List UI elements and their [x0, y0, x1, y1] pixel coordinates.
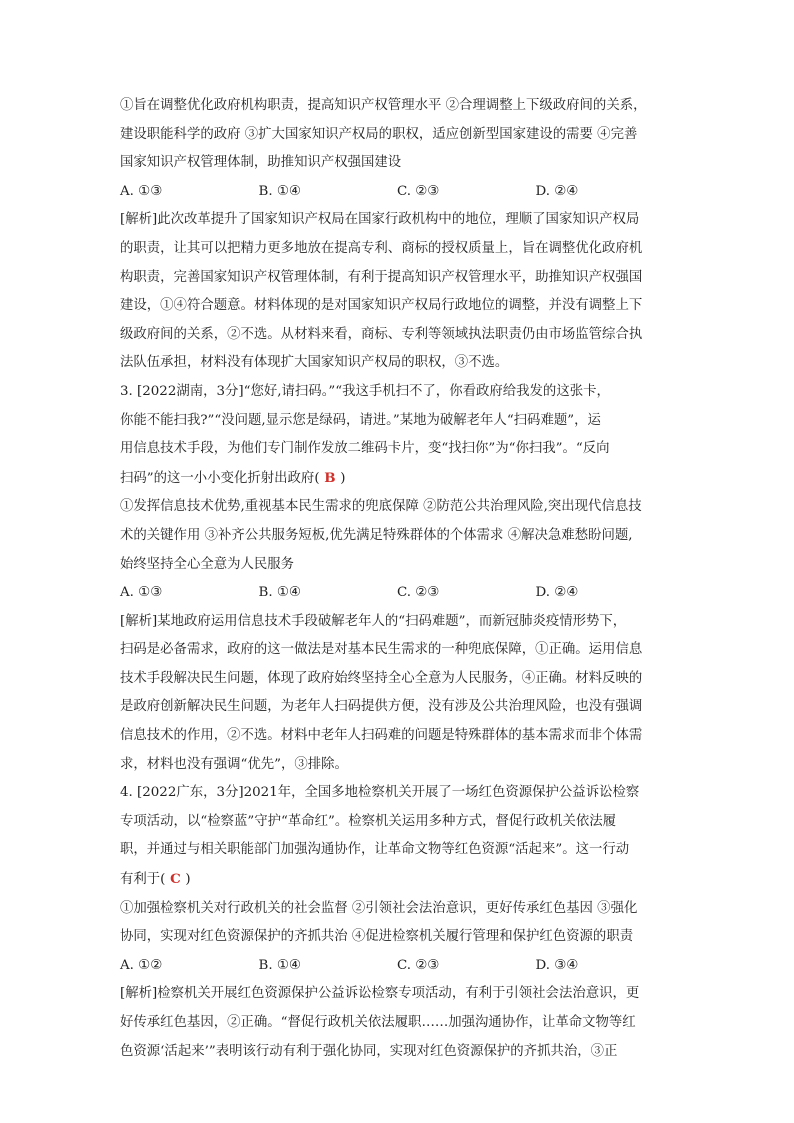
- q3-option-c: C. ②③: [397, 585, 440, 601]
- q2-statements: [120, 92, 674, 178]
- q2-analysis-line: [解析]此次改革提升了国家知识产权局在国家行政机构中的地位，理顺了国家知识产权局: [120, 212, 640, 228]
- q3-statement-line: ①发挥信息技术优势,重视基本民生需求的兜底保障 ②防范公共治理风险,突出现代信息技: [120, 499, 642, 515]
- q4-analysis-line: [解析]检察机关开展红色资源保护公益诉讼检察专项活动，有利于引领社会法治意识，更: [120, 986, 640, 1002]
- q4-answer: C: [165, 871, 186, 888]
- q2-options: [120, 178, 674, 207]
- q4-statement-line: ①加强检察机关对行政机关的社会监督 ②引领社会法治意识，更好传承红色基因 ③强化: [120, 900, 638, 916]
- q4-option-a: A. ①②: [120, 957, 163, 973]
- q2-analysis-line: 的职责，让其可以把精力更多地放在提高专利、商标的授权质量上，旨在调整优化政府机: [120, 240, 643, 256]
- q4-option-d: D. ③④: [535, 957, 579, 973]
- q4-analysis-line: 色资源‘活起来’”表明该行动有利于强化协同，实现对红色资源保护的齐抓共治，③正: [120, 1043, 618, 1059]
- q4-option-c: C. ②③: [397, 957, 440, 973]
- q2-analysis-line: 级政府间的关系，②不选。从材料来看，商标、专利等领域执法职责仍由市场监管综合执: [120, 326, 643, 342]
- q3-analysis-line: 技术手段解决民生问题，体现了政府始终坚持全心全意为人民服务，④正确。材料反映的: [120, 670, 643, 686]
- q3-analysis-line: 是政府创新解决民生问题，为老年人扫码提供方便，没有涉及公共治理风险，也没有强调: [120, 699, 643, 715]
- q3-analysis: [120, 608, 674, 780]
- q3-stem: [120, 378, 674, 493]
- q3-option-b: B. ①④: [258, 585, 301, 601]
- q3-analysis-line: 信息技术的作用，②不选。材料中老年人扫码难的问题是特殊群体的基本需求而非个体需: [120, 728, 643, 744]
- q3-stem-line: 扫码”的这一小小变化折射出政府(: [120, 470, 320, 486]
- q3-answer: B: [319, 469, 341, 486]
- q3-analysis-line: 扫码是必备需求，政府的这一做法是对基本民生需求的一种兜底保障，①正确。运用信息: [120, 642, 643, 658]
- q4-stem-last-line: [120, 865, 674, 895]
- q2-analysis-line: 法队伍承担，材料没有体现扩大国家知识产权局的职权，③不选。: [120, 355, 509, 371]
- q4-stem-line: 有利于(: [120, 872, 166, 888]
- q4-analysis-line: 好传承红色基因，②正确。“督促行政机关依法履职……加强沟通协作，让革命文物等红: [120, 1015, 636, 1030]
- q2-option-c: C. ②③: [397, 183, 440, 199]
- q2-statement-line: 建设职能科学的政府 ③扩大国家知识产权局的职权，适应创新型国家建设的需要 ④完善: [120, 126, 638, 142]
- q2-analysis-line: 建设，①④符合题意。材料体现的是对国家知识产权局行政地位的调整，并没有调整上下: [120, 298, 643, 314]
- q3-option-d: D. ②④: [535, 585, 579, 601]
- q3-stem-last-line: [120, 464, 674, 494]
- q3-analysis-line: 求，材料也没有强调“优先”，③排除。: [120, 756, 348, 772]
- q4-stem-line: 专项活动，以“检察蓝”守护“革命红”。检察机关运用多种方式，督促行政机关依法履: [120, 813, 617, 829]
- q2-statement-line: ①旨在调整优化政府机构职责，提高知识产权管理水平 ②合理调整上下级政府间的关系，: [120, 98, 647, 113]
- q2-analysis-line: 构职责，完善国家知识产权管理体制，有利于提高知识产权管理水平，助推知识产权强国: [120, 269, 643, 285]
- q3-stem-line: 3. [2022湖南，3分]“您好,请扫码。”“我这手机扫不了，你看政府给我发的这张卡，: [120, 383, 610, 399]
- q3-stem-line: 你能不能扫我?”“没问题,显示您是绿码，请进。”某地为破解老年人“扫码难题”，运: [120, 412, 601, 428]
- q2-statement-line: 国家知识产权管理体制，助推知识产权强国建设: [120, 155, 402, 171]
- q3-statement-line: 术的关键作用 ③补齐公共服务短板,优先满足特殊群体的个体需求 ④解决急难愁盼问题,: [120, 527, 633, 543]
- q3-option-a: A. ①③: [120, 585, 163, 601]
- q4-stem-line: 职，并通过与相关职能部门加强沟通协作，让革命文物等红色资源“活起来”。这一行动: [120, 842, 630, 858]
- q2-option-d: D. ②④: [535, 183, 579, 199]
- q2-option-a: A. ①③: [120, 183, 163, 199]
- q3-stem-line: 用信息技术手段，为他们专门制作发放二维码卡片，变“找扫你”为“你扫我”。“反向: [120, 441, 610, 457]
- q3-options: [120, 579, 674, 608]
- q4-statements: [120, 895, 674, 952]
- q4-options: [120, 952, 674, 981]
- q3-stem-close: ): [340, 470, 346, 486]
- q3-statements: [120, 493, 674, 579]
- q4-stem-close: ): [185, 872, 191, 888]
- q4-stem-line: 4. [2022广东，3分]2021年，全国多地检察机关开展了一场红色资源保护公益诉讼检察: [120, 785, 640, 801]
- q3-statement-line: 始终坚持全心全意为人民服务: [120, 556, 295, 572]
- q4-analysis: [120, 980, 674, 1066]
- q2-option-b: B. ①④: [258, 183, 301, 199]
- q3-analysis-line: [解析]某地政府运用信息技术手段破解老年人的“扫码难题”，而新冠肺炎疫情形势下，: [120, 613, 627, 629]
- q4-statement-line: 协同，实现对红色资源保护的齐抓共治 ④促进检察机关履行管理和保护红色资源的职责: [120, 929, 634, 945]
- q4-option-b: B. ①④: [258, 957, 301, 973]
- q2-analysis: [120, 206, 674, 378]
- q4-stem: [120, 779, 674, 894]
